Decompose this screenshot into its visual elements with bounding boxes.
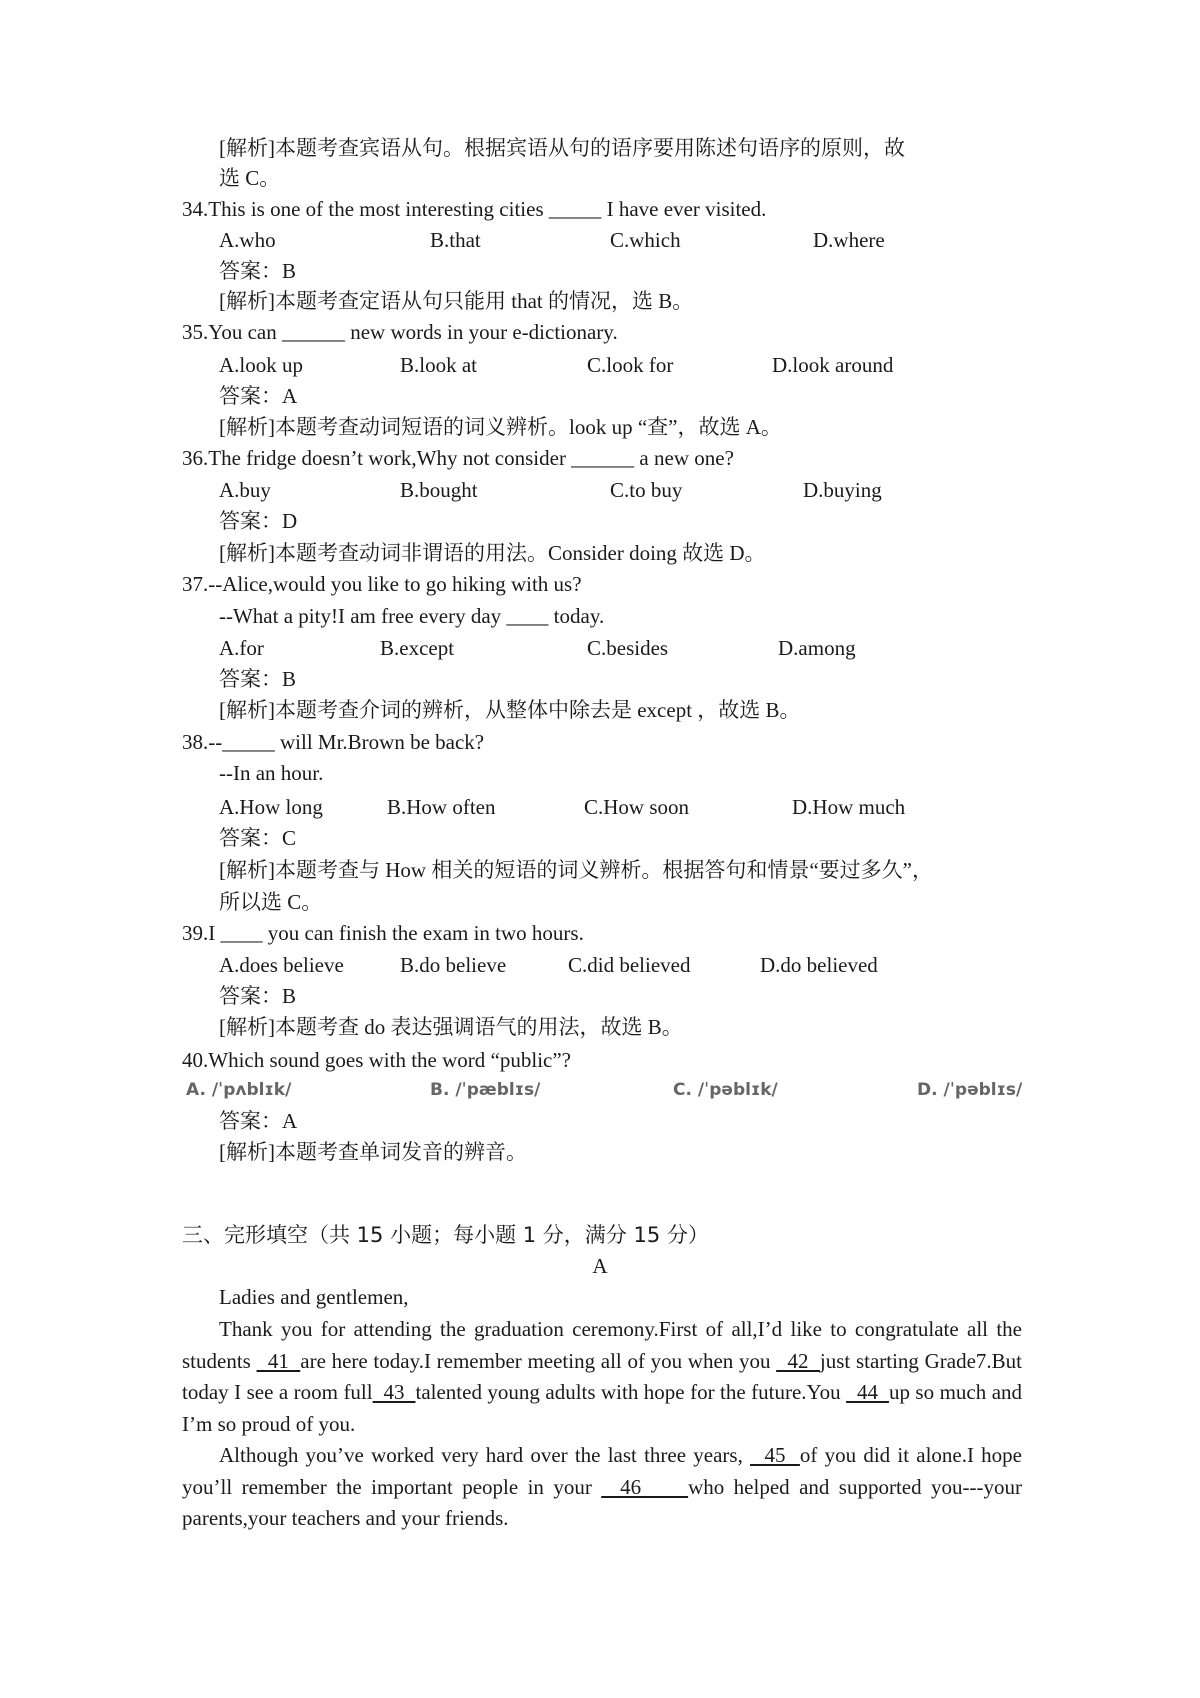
- q38-analysis-line2: 所以选 C。: [219, 890, 323, 914]
- blank-45[interactable]: 45: [750, 1443, 800, 1467]
- q34-option-c: C.which: [610, 228, 681, 252]
- p2-text-3: who helped and supported you---your parents,your teachers and your friends.: [182, 1474, 1022, 1530]
- q34-option-b: B.that: [430, 228, 481, 252]
- q36-option-d: D.buying: [803, 478, 882, 502]
- q37-analysis: [解析]本题考查介词的辨析，从整体中除去是 except ，故选 B。: [219, 698, 801, 722]
- q38-option-b: B.How often: [387, 795, 496, 819]
- q35-answer: 答案：A: [219, 384, 298, 408]
- q37-option-d: D.among: [778, 636, 856, 660]
- p1-text-2: are here today.I remember meeting all of you when you: [300, 1348, 777, 1373]
- question-35-stem: 35.You can ______ new words in your e-dictionary.: [182, 320, 618, 344]
- q37-option-b: B.except: [380, 636, 455, 660]
- p2-text-1: Although you’ve worked very hard over the last three years,: [219, 1443, 751, 1467]
- q39-option-c: C.did believed: [568, 953, 691, 977]
- q39-analysis: [解析]本题考查 do 表达强调语气的用法，故选 B。: [219, 1015, 683, 1039]
- q40-analysis: [解析]本题考查单词发音的辨音。: [219, 1140, 527, 1164]
- section-3-title: 三、完形填空（共 15 小题；每小题 1 分，满分 15 分）: [182, 1223, 709, 1247]
- q36-option-c: C.to buy: [610, 478, 683, 502]
- q36-answer: 答案：D: [219, 509, 298, 533]
- passage-paragraph-2: [182, 1440, 1022, 1535]
- p1-text-5: up so much and I’m so proud of you.: [182, 1380, 1023, 1436]
- question-40-stem: 40.Which sound goes with the word “public”?: [182, 1048, 571, 1072]
- q37-option-a: A.for: [219, 636, 264, 660]
- question-34-stem: 34.This is one of the most interesting cities _____ I have ever visited.: [182, 197, 767, 221]
- blank-42[interactable]: 42: [776, 1348, 820, 1373]
- p1-text-3: just starting Grade7.But today I see a room full: [182, 1348, 1023, 1404]
- q38-analysis-line1: [解析]本题考查与 How 相关的短语的词义辨析。根据答句和情景“要过多久”，: [219, 858, 933, 882]
- question-38-stem2: --In an hour.: [219, 761, 324, 785]
- question-36-stem: 36.The fridge doesn’t work,Why not consider ______ a new one?: [182, 446, 734, 470]
- p1-text-4: talented young adults with hope for the future.You: [415, 1380, 847, 1404]
- q39-answer: 答案：B: [219, 984, 297, 1008]
- q37-answer: 答案：B: [219, 667, 297, 691]
- q33-analysis-line1: [解析]本题考查宾语从句。根据宾语从句的语序要用陈述句语序的原则，故: [219, 136, 905, 160]
- q35-option-b: B.look at: [400, 353, 477, 377]
- q40-answer: 答案：A: [219, 1109, 298, 1133]
- question-39-stem: 39.I ____ you can finish the exam in two hours.: [182, 921, 584, 945]
- q36-analysis: [解析]本题考查动词非谓语的用法。Consider doing 故选 D。: [219, 541, 766, 565]
- q34-option-d: D.where: [813, 228, 885, 252]
- blank-44[interactable]: 44: [846, 1380, 889, 1404]
- passage-label: A: [592, 1254, 608, 1278]
- q40-option-c: C. /ˈpəblɪk/: [673, 1080, 778, 1100]
- q36-option-a: A.buy: [219, 478, 271, 502]
- q35-analysis: [解析]本题考查动词短语的词义辨析。look up “查”，故选 A。: [219, 415, 782, 439]
- q39-option-d: D.do believed: [760, 953, 878, 977]
- q40-option-d: D. /ˈpəblɪs/: [917, 1080, 1023, 1100]
- blank-46[interactable]: 46: [601, 1474, 689, 1499]
- q34-analysis: [解析]本题考查定语从句只能用 that 的情况，选 B。: [219, 289, 694, 313]
- q38-option-d: D.How much: [792, 795, 906, 819]
- passage-paragraph-1: [182, 1314, 1022, 1440]
- q38-option-c: C.How soon: [584, 795, 690, 819]
- q34-option-a: A.who: [219, 228, 276, 252]
- q38-answer: 答案：C: [219, 826, 297, 850]
- q36-option-b: B.bought: [400, 478, 478, 502]
- question-38-stem: 38.--_____ will Mr.Brown be back?: [182, 730, 485, 754]
- q34-answer: 答案：B: [219, 259, 297, 283]
- q35-option-d: D.look around: [772, 353, 894, 377]
- q38-option-a: A.How long: [219, 795, 323, 819]
- q40-option-b: B. /ˈpæblɪs/: [430, 1080, 541, 1100]
- p2-text-2: of you did it alone.I hope you’ll remember the important people in your: [182, 1443, 1023, 1499]
- question-37-stem: 37.--Alice,would you like to go hiking with us?: [182, 572, 582, 596]
- q35-option-c: C.look for: [587, 353, 674, 377]
- q37-option-c: C.besides: [587, 636, 669, 660]
- q39-option-b: B.do believe: [400, 953, 507, 977]
- blank-43[interactable]: 43: [372, 1380, 416, 1404]
- q33-analysis-line2: 选 C。: [219, 166, 281, 190]
- p1-text-1: Thank you for attending the graduation ceremony.First of all,I’d like to congratulate all the students: [182, 1317, 1022, 1373]
- passage-greeting: Ladies and gentlemen,: [219, 1285, 409, 1309]
- q40-option-a: A. /ˈpʌblɪk/: [186, 1080, 292, 1100]
- q39-option-a: A.does believe: [219, 953, 344, 977]
- question-37-stem2: --What a pity!I am free every day ____ today.: [219, 604, 605, 628]
- blank-41[interactable]: 41: [256, 1348, 301, 1373]
- q35-option-a: A.look up: [219, 353, 303, 377]
